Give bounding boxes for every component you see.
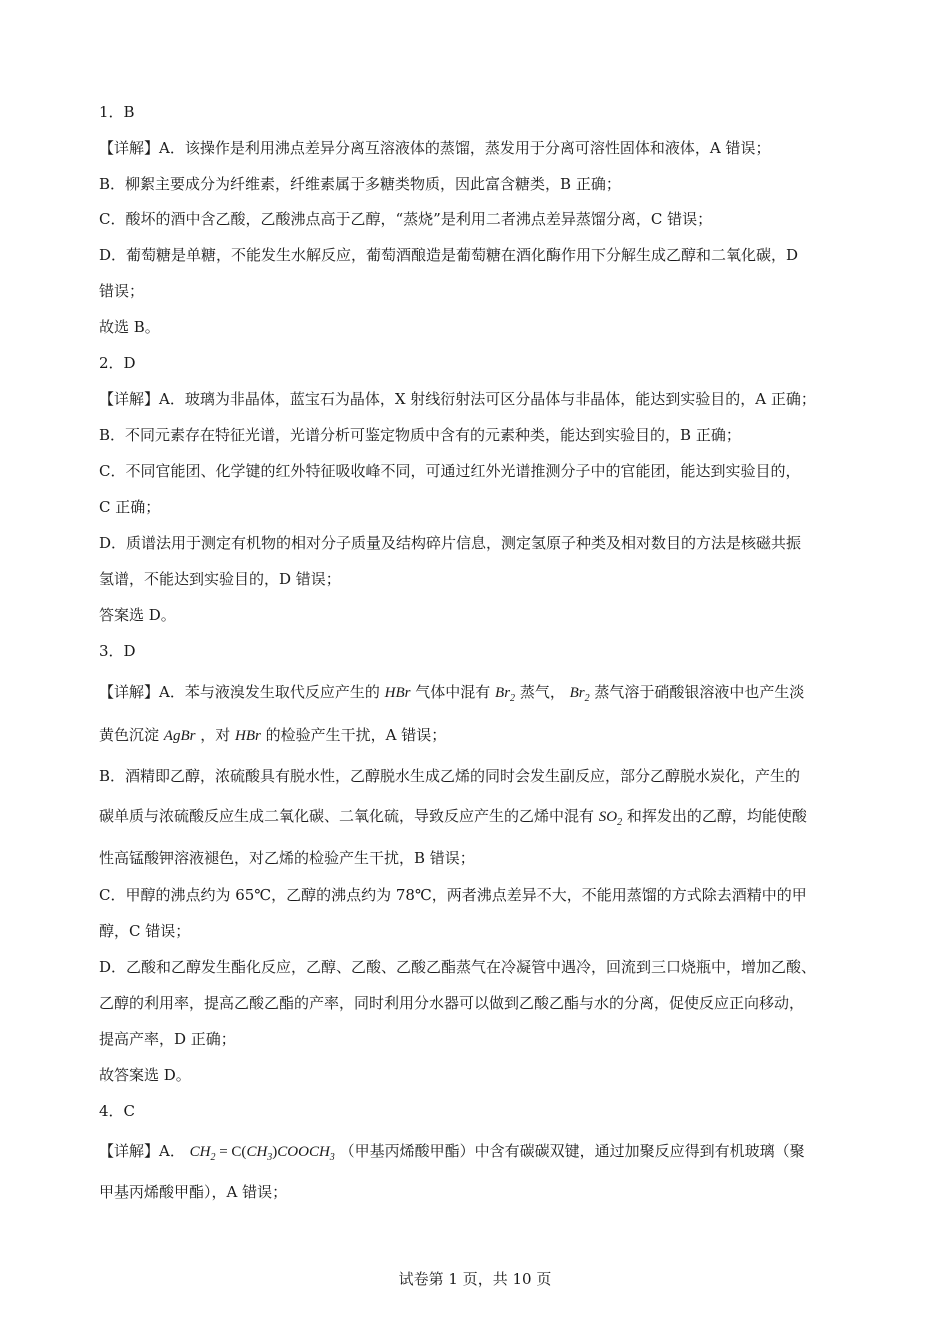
formula-hbr: HBr (235, 728, 261, 744)
q4-line: 甲基丙烯酸甲酯），A 错误； (99, 1183, 288, 1201)
q1-line: D．葡萄糖是单糖，不能发生水解反应，葡萄酒酿造是葡萄糖在酒化酶作用下分解生成乙醇和二氧化碳，D (99, 246, 799, 264)
formula-subscript: 2 (584, 693, 590, 704)
q3-line (99, 806, 807, 833)
formula-part: = C( (215, 1144, 247, 1160)
formula-methyl-methacrylate (189, 1144, 335, 1163)
text-run: 【详解】A．苯与液溴发生取代反应产生的 (99, 683, 380, 701)
q1-line: B．柳絮主要成分为纤维素，纤维素属于多糖类物质，因此富含糖类，B 正确； (99, 175, 621, 193)
page-footer: 试卷第 1 页，共 10 页 (398, 1270, 552, 1288)
q1-line: C．酸坏的酒中含乙酸，乙酸沸点高于乙醇，“蒸烧”是利用二者沸点差异蒸馏分离，C 错误； (99, 210, 713, 228)
q2-line: 氢谱，不能达到实验目的，D 错误； (99, 570, 341, 588)
q1-line: 【详解】A．该操作是利用沸点差异分离互溶液体的蒸馏，蒸发用于分离可溶性固体和液体，A 错误； (99, 139, 771, 157)
q3-number: 3．D (99, 642, 136, 660)
q2-number: 2．D (99, 354, 136, 372)
q4-number: 4．C (99, 1102, 136, 1120)
q1-conclusion: 故选 B。 (99, 318, 160, 336)
formula-hbr: HBr (384, 685, 411, 701)
q2-conclusion: 答案选 D。 (99, 606, 176, 624)
q3-line: B．酒精即乙醇，浓硫酸具有脱水性，乙醇脱水生成乙烯的同时会发生副反应，部分乙醇脱水炭化，产生的 (99, 767, 801, 785)
q3-conclusion: 故答案选 D。 (99, 1066, 191, 1084)
text-run: 【详解】A． (99, 1142, 185, 1160)
q2-line: D．质谱法用于测定有机物的相对分子质量及结构碎片信息，测定氢原子种类及相对数目的方法是核磁共振 (99, 534, 802, 552)
q2-line: B．不同元素存在特征光谱，光谱分析可鉴定物质中含有的元素种类，能达到实验目的，B 正确； (99, 426, 741, 444)
text-run: 蒸气溶于硝酸银溶液中也产生淡 (594, 683, 805, 701)
q3-line: 提高产率，D 正确； (99, 1030, 236, 1048)
formula-part: SO (598, 809, 618, 825)
text-run: （甲基丙烯酸甲酯）中含有碳碳双键，通过加聚反应得到有机玻璃（聚 (339, 1142, 805, 1160)
q3-line: 性高锰酸钾溶液褪色，对乙烯的检验产生干扰，B 错误； (99, 849, 475, 867)
formula-br2 (495, 685, 516, 704)
q1-line: 错误； (99, 282, 145, 300)
formula-agbr: AgBr (163, 728, 196, 744)
q2-line: C 正确； (99, 498, 161, 516)
q3-line: 醇，C 错误； (99, 922, 191, 940)
q2-line: C．不同官能团、化学键的红外特征吸收峰不同，可通过红外光谱推测分子中的官能团，能达到实验目的， (99, 462, 801, 480)
q3-line (99, 725, 446, 746)
text-run: 气体中混有 (415, 683, 491, 701)
q1-number: 1．B (99, 103, 135, 121)
formula-part: Br (569, 685, 585, 701)
text-run: 黄色沉淀 (99, 726, 160, 744)
q3-line: C．甲醇的沸点约为 65℃，乙醇的沸点约为 78℃，两者沸点差异不大，不能用蒸馏的方式除去酒精中的甲 (99, 886, 807, 904)
formula-part: CH (189, 1144, 211, 1160)
q3-line: 乙醇的利用率，提高乙酸乙酯的产率，同时利用分水器可以做到乙酸乙酯与水的分离，促使反应正向移动， (99, 994, 805, 1012)
formula-part: ) (272, 1144, 278, 1160)
text-run: 蒸气， (519, 683, 565, 701)
text-run: 的检验产生干扰，A 错误； (265, 726, 447, 744)
formula-so2 (598, 809, 623, 828)
formula-subscript: 3 (267, 1152, 273, 1163)
q3-line (99, 682, 804, 709)
formula-subscript: 2 (617, 817, 623, 828)
formula-part: Br (495, 685, 511, 701)
formula-part: CH (246, 1144, 268, 1160)
formula-subscript: 2 (210, 1152, 216, 1163)
q3-line: D．乙酸和乙醇发生酯化反应，乙醇、乙酸、乙酸乙酯蒸气在冷凝管中遇冷，回流到三口烧瓶中，增加乙酸、 (99, 958, 817, 976)
text-run: 和挥发出的乙醇，均能使酸 (626, 807, 807, 825)
formula-subscript: 2 (510, 693, 516, 704)
text-run: ，对 (200, 726, 231, 744)
q2-line: 【详解】A．玻璃为非晶体，蓝宝石为晶体，X 射线衍射法可区分晶体与非晶体，能达到实验目的，A 正确； (99, 390, 816, 408)
text-run: 碳单质与浓硫酸反应生成二氧化碳、二氧化硫，导致反应产生的乙烯中混有 (99, 807, 595, 825)
formula-part: COOCH (277, 1144, 330, 1160)
formula-br2 (569, 685, 590, 704)
q4-line (99, 1141, 805, 1168)
formula-subscript: 3 (329, 1152, 335, 1163)
